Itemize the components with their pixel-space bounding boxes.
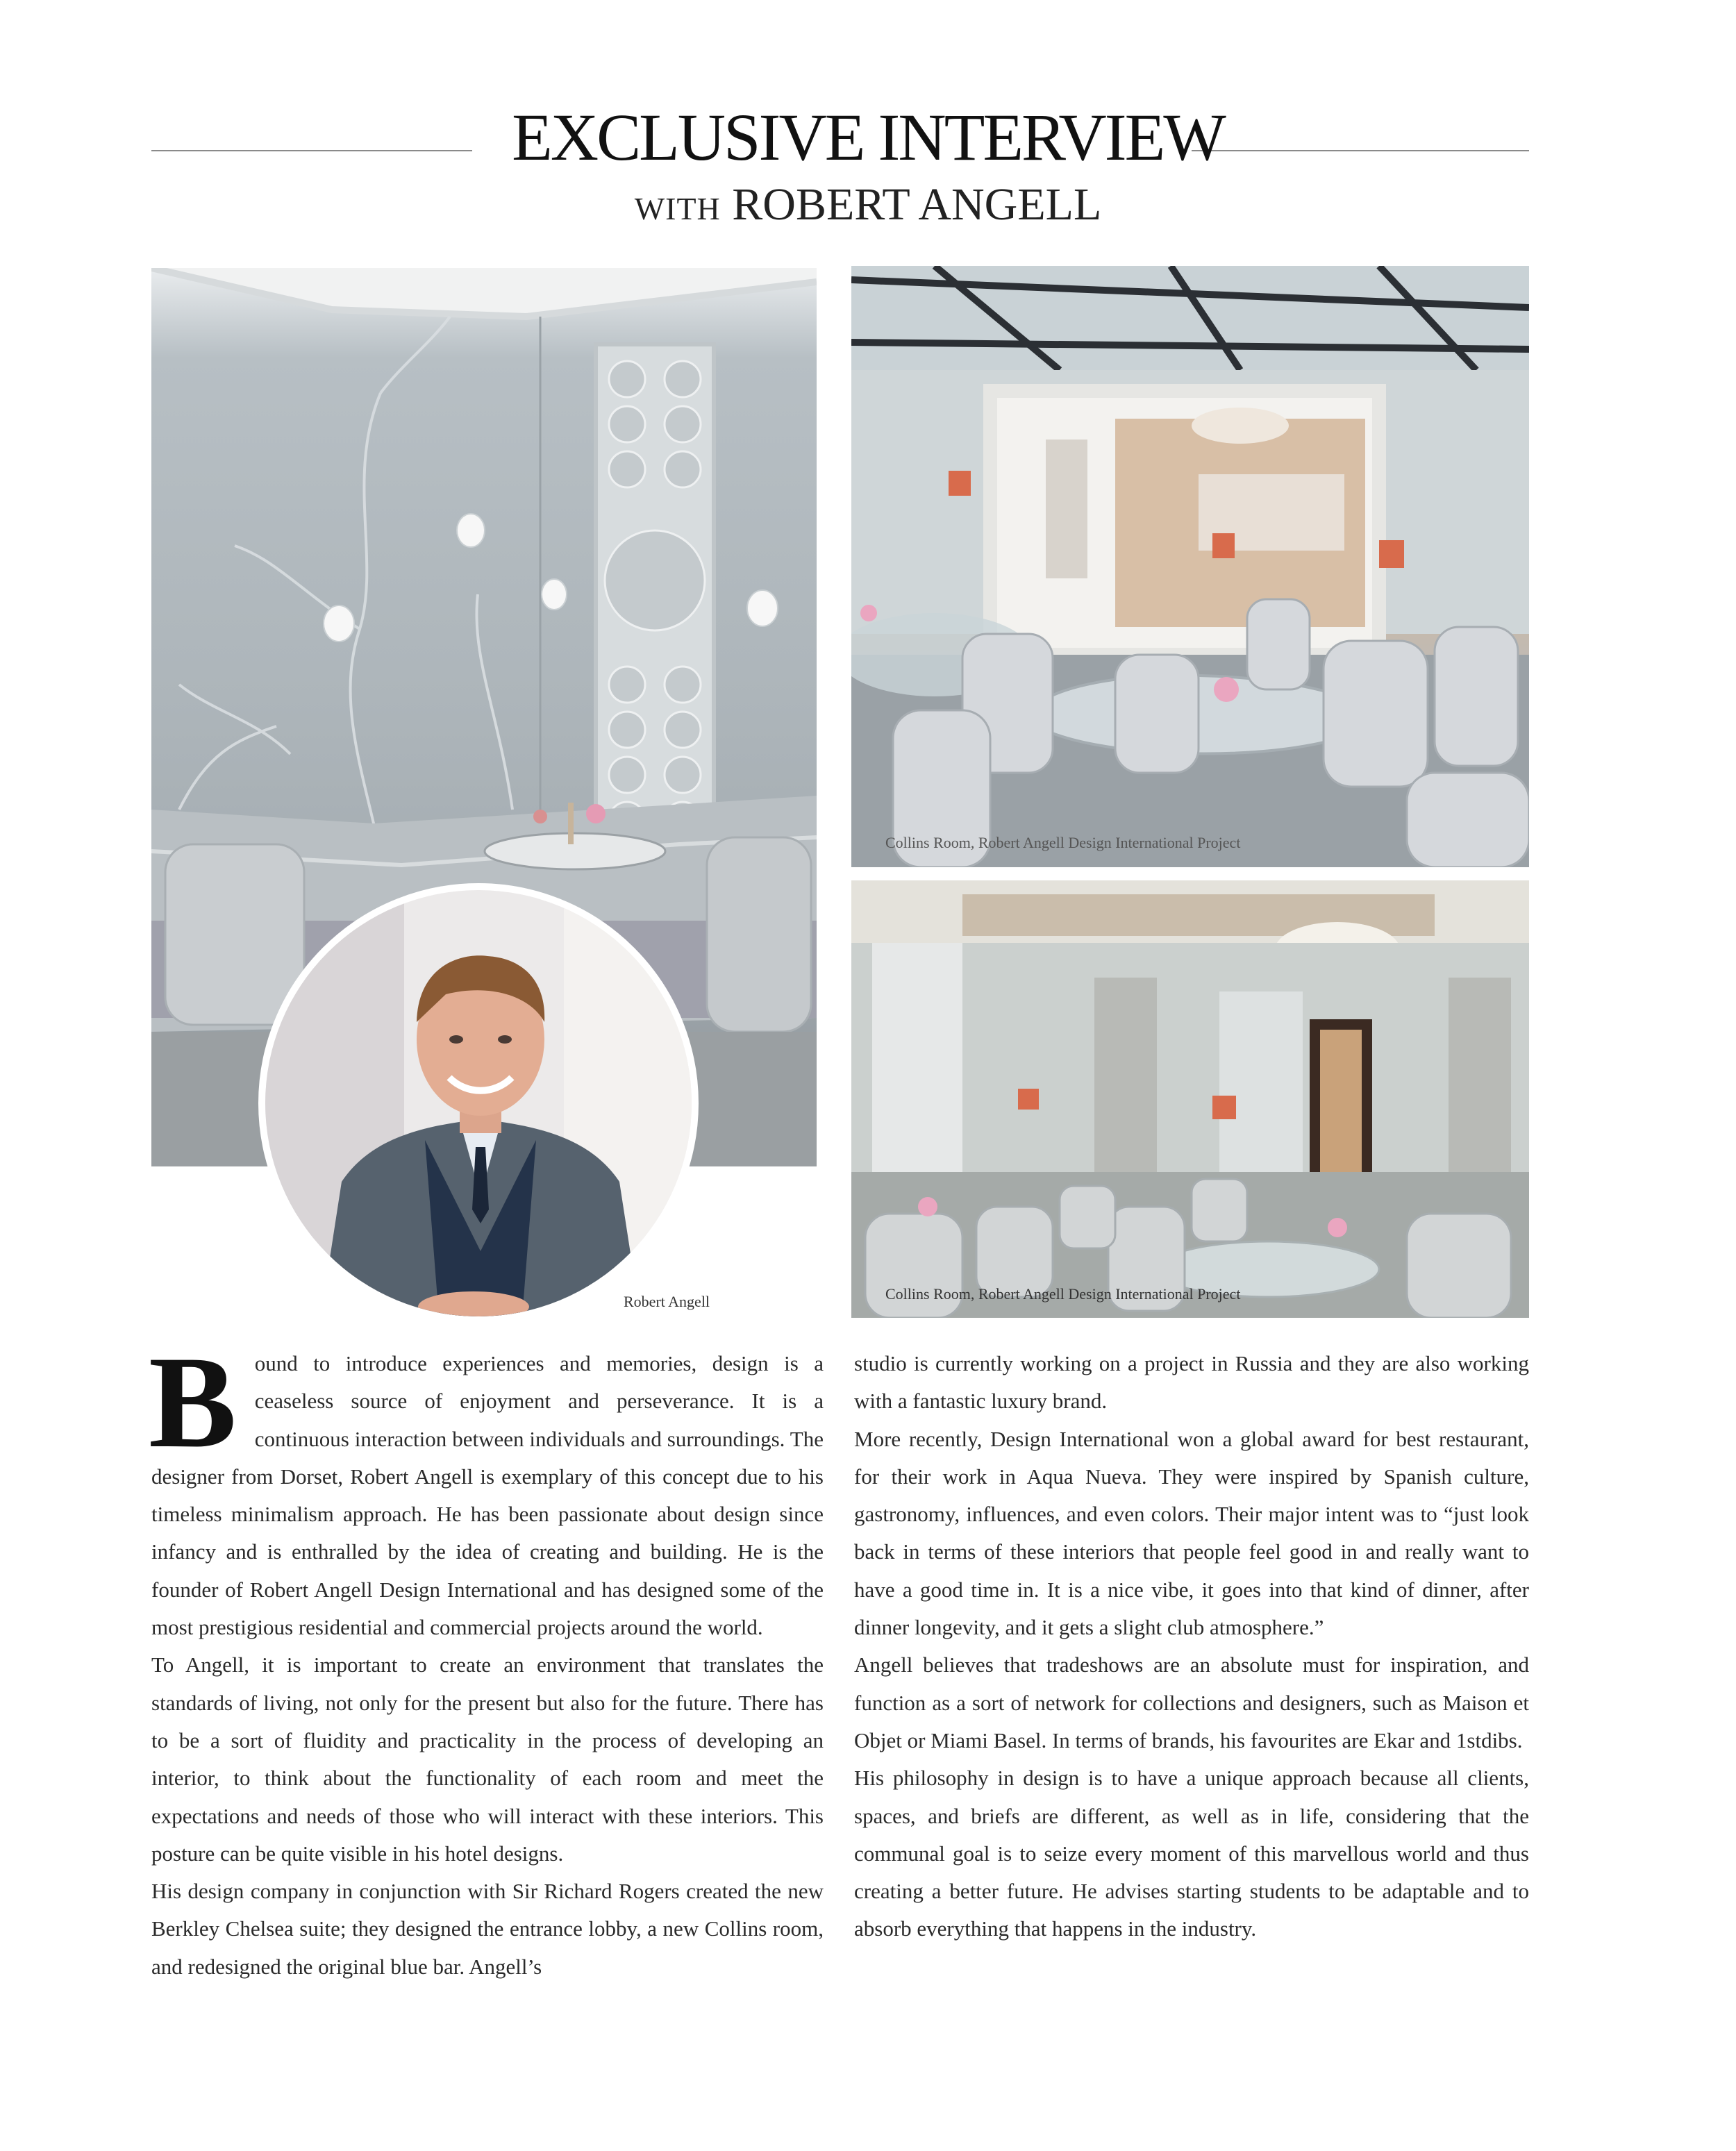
collins-room-bottom-illustration	[851, 880, 1529, 1318]
article-paragraph: More recently, Design International won a global award for best restaurant, for their work in Aqua Nueva. They were inspired by Spanish culture, gastronomy, influences, and even colors. Their major intent was to “just look back in terms of these interiors that people feel good in and really want to have a good time in. It is a nice vibe, it goes into that kind of dinner, after dinner longevity, and it gets a slight club atmosphere.”	[854, 1426, 1529, 1640]
collins-room-photo-top	[851, 266, 1529, 867]
subtitle-prefix: WITH	[634, 191, 721, 226]
article-paragraph: To Angell, it is important to create an environment that translates the standards of living, not only for the present but also for the future. There has to be a sort of fluidity and practicality in the process of developing an interior, to think about the functionality of each room and meet the expectations and needs of those who will interact with these interiors. This posture can be quite visible in his hotel designs.	[151, 1652, 824, 1866]
subtitle-name: ROBERT ANGELL	[732, 179, 1102, 230]
collins-room-caption-top: Collins Room, Robert Angell Design International Project	[885, 834, 1241, 851]
drop-cap: B	[149, 1330, 237, 1475]
page-subtitle	[0, 179, 1736, 230]
article-paragraph: Angell believes that tradeshows are an absolute must for inspiration, and function as a sort of network for collections and designers, such as Maison et Objet or Miami Basel. In terms of brands, his favourites are Ekar and 1stdibs.	[854, 1652, 1529, 1752]
paragraph-text: ound to introduce experiences and memories, design is a ceaseless source of enjoyment and perseverance. It is a continuous interaction between individuals and surroundings. The designer from Dorset, Robert Angell is exemplary of this concept due to his timeless minimalism approach. He has been passionate about design since infancy and is enthralled by the idea of creating and building. He is the founder of Robert Angell Design International and has designed some of the most prestigious residential and commercial projects around the world.	[151, 1351, 824, 1640]
collins-room-caption-bottom: Collins Room, Robert Angell Design International Project	[885, 1285, 1241, 1303]
article-column-left	[149, 1330, 824, 1986]
collins-room-photo-bottom	[851, 880, 1529, 1318]
portrait-caption: Robert Angell	[624, 1293, 710, 1310]
article-paragraph	[149, 1330, 824, 1646]
portrait-illustration	[265, 890, 692, 1316]
article-column-right	[854, 1345, 1529, 1948]
article-paragraph: His philosophy in design is to have a unique approach because all clients, spaces, and briefs are different, as well as in life, considering that the communal goal is to seize every moment of this marvellous world and thus creating a better future. He advises starting students to be adaptable and to absorb everything that happens in the industry.	[854, 1766, 1529, 1941]
article-paragraph: His design company in conjunction with Sir Richard Rogers created the new Berkley Chelsea suite; they designed the entrance lobby, a new Collins room, and redesigned the original blue bar. Angell’s	[151, 1879, 824, 1979]
collins-room-top-illustration	[851, 266, 1529, 867]
article-paragraph: studio is currently working on a project in Russia and they are also working with a fantastic luxury brand.	[854, 1351, 1529, 1414]
page-title: EXCLUSIVE INTERVIEW	[512, 100, 1224, 174]
portrait-photo	[258, 883, 699, 1323]
